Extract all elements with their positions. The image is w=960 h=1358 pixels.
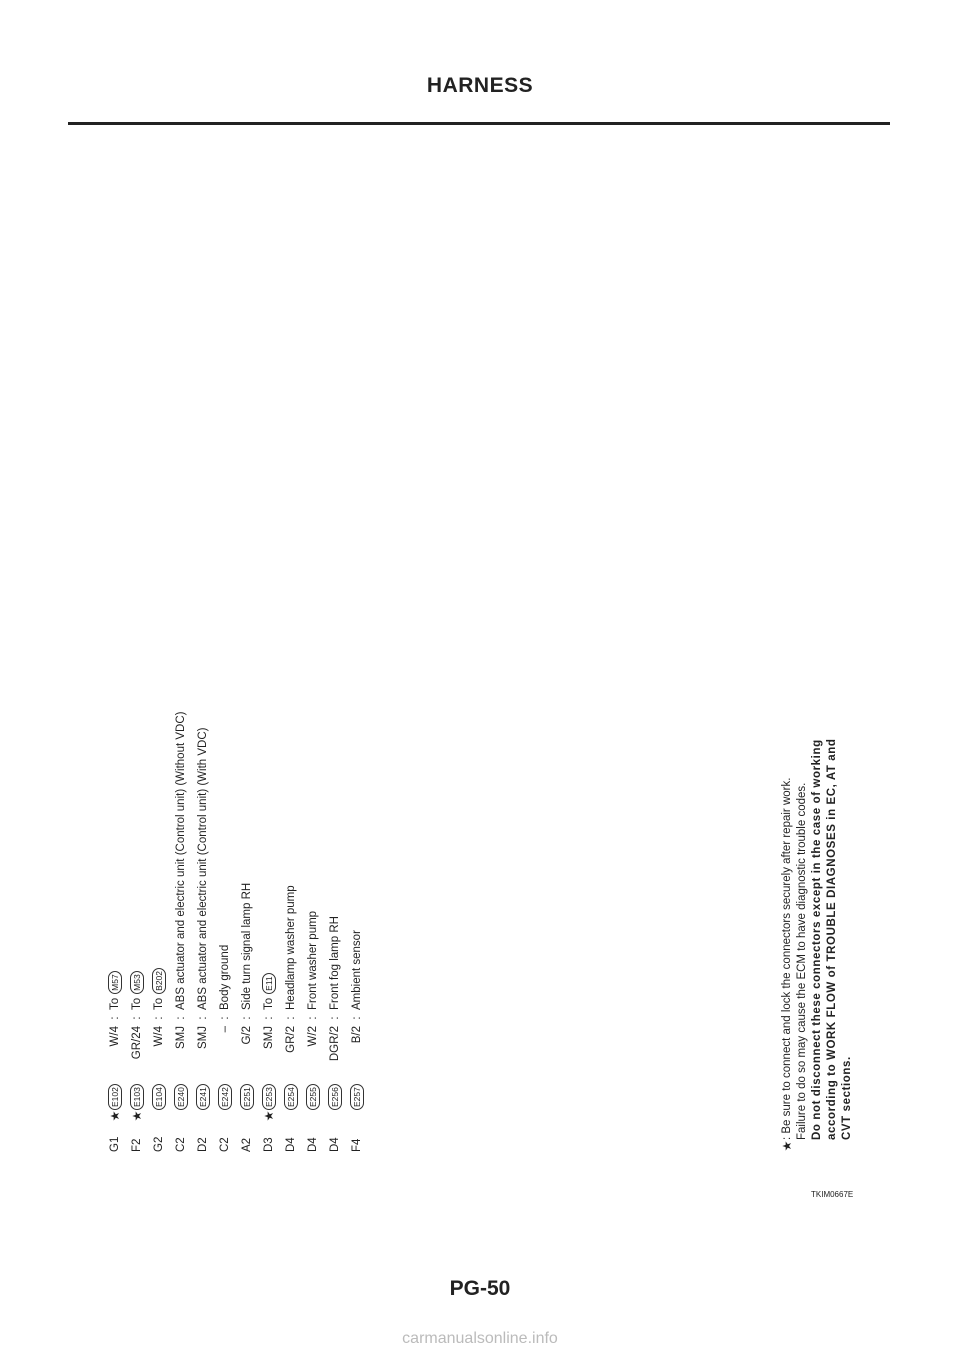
separator: : [153,1016,165,1020]
connector-description: Headlamp washer pump [285,885,297,1010]
grid-location: D4 [307,1137,319,1152]
connector-spec: SMJ [175,1026,187,1049]
separator: : [307,1016,319,1020]
connector-spec: SMJ [197,1026,209,1049]
connector-number: E256 [328,1084,342,1110]
connector-row [126,552,148,1152]
note-warning-text: according to WORK FLOW of TROUBLE DIAGNOSES in EC, AT and [826,738,838,1140]
star-icon: ★ [108,1110,122,1122]
separator: : [351,1016,363,1020]
connector-cell [306,1072,320,1110]
connector-row [214,552,236,1152]
connector-cell [152,1072,166,1110]
grid-location: F2 [131,1138,143,1152]
page-number: PG-50 [449,1277,511,1300]
grid-location: G2 [153,1136,165,1152]
connector-cell [218,1072,232,1110]
connector-description: ABS actuator and electric unit (Control unit) (With VDC) [197,727,209,1010]
connector-row [236,552,258,1152]
connector-spec: SMJ [263,1026,275,1049]
watermark: carmanualsonline.info [402,1330,558,1347]
connector-description-cell [108,971,122,1010]
grid-location: D4 [285,1137,297,1152]
connector-spec: W/4 [109,1026,121,1047]
connector-spec: – [219,1026,231,1033]
connector-description-cell [329,916,341,1010]
note-text: Failure to do so may cause the ECM to have diagnostic trouble codes. [796,782,808,1140]
connector-row [258,552,280,1152]
target-connector: M53 [130,971,144,994]
note-line [840,692,855,1152]
connector-spec: W/4 [153,1026,165,1047]
connector-number: E103 [130,1084,144,1110]
connector-row [192,552,214,1152]
connector-description-cell [175,712,187,1010]
connector-description: To [153,997,165,1010]
connector-number: E104 [152,1084,166,1110]
separator: : [241,1016,253,1020]
connector-description-cell [285,885,297,1010]
connector-number: E253 [262,1084,276,1110]
connector-description-cell [241,883,253,1010]
connector-row [324,552,346,1152]
connector-description: ABS actuator and electric unit (Control unit) (Without VDC) [175,711,187,1010]
connector-row [280,552,302,1152]
connector-spec: DGR/2 [329,1026,341,1062]
grid-location: D2 [197,1137,209,1152]
grid-location: F4 [351,1138,363,1152]
star-icon: ★ [130,1110,144,1122]
connector-cell [262,1072,276,1110]
connector-spec: G/2 [241,1026,253,1045]
connector-description-cell [307,911,319,1010]
header-divider [68,122,890,125]
note-warning-text: CVT sections. [841,1056,853,1140]
target-connector: B202 [152,968,166,994]
note-line [795,692,810,1152]
connector-row [170,552,192,1152]
separator: : [175,1016,187,1020]
target-connector: M57 [108,971,122,994]
connector-cell [174,1072,188,1110]
connector-number: E102 [108,1084,122,1110]
connector-spec: GR/2 [285,1026,297,1053]
note-line [810,692,825,1152]
note-text: : Be sure to connect and lock the connectors securely after repair work. [781,777,793,1140]
connector-cell [328,1072,342,1110]
connector-cell [108,1072,122,1110]
connector-list [104,552,368,1152]
connector-number: E242 [218,1084,232,1110]
connector-number: E254 [284,1084,298,1110]
connector-cell [284,1072,298,1110]
page-title: HARNESS [426,74,534,97]
connector-description-cell [130,971,144,1010]
connector-description: Side turn signal lamp RH [241,882,253,1010]
connector-number: E257 [350,1084,364,1110]
grid-location: D3 [263,1137,275,1152]
connector-description-cell [197,728,209,1011]
note-line [780,692,795,1152]
connector-cell [240,1072,254,1110]
note-warning-text: Do not disconnect these connectors except in the case of working [811,739,823,1140]
connector-description-cell [152,968,166,1010]
connector-description: Body ground [219,944,231,1010]
star-icon: ★ [780,1140,794,1152]
connector-spec: W/2 [307,1026,319,1047]
connector-description-cell [262,973,276,1010]
note-line [825,692,840,1152]
connector-description: To [109,997,121,1010]
star-icon: ★ [262,1110,276,1122]
grid-location: A2 [241,1137,253,1152]
connector-number: E240 [174,1084,188,1110]
connector-description: Ambient sensor [351,930,363,1010]
connector-spec: B/2 [351,1026,363,1044]
connector-number: E241 [196,1084,210,1110]
connector-description: To [131,997,143,1010]
separator: : [109,1016,121,1020]
grid-location: D4 [329,1137,341,1152]
connector-description: To [263,997,275,1010]
connector-cell [350,1072,364,1110]
connector-number: E251 [240,1084,254,1110]
connector-description-cell [351,930,363,1010]
separator: : [131,1016,143,1020]
grid-location: G1 [109,1136,121,1152]
separator: : [219,1016,231,1020]
connector-row [346,552,368,1152]
repair-note [780,692,855,1152]
grid-location: C2 [175,1137,187,1152]
connector-spec: GR/24 [131,1026,143,1060]
figure-id: TKIM0667E [811,1190,854,1199]
separator: : [197,1016,209,1020]
separator: : [285,1016,297,1020]
separator: : [263,1016,275,1020]
connector-description: Front washer pump [307,910,319,1010]
connector-description: Front fog lamp RH [329,916,341,1010]
connector-row [148,552,170,1152]
connector-cell [130,1072,144,1110]
grid-location: C2 [219,1137,231,1152]
connector-row [302,552,324,1152]
connector-description-cell [219,945,231,1010]
target-connector: E11 [262,973,276,994]
connector-number: E255 [306,1084,320,1110]
connector-row [104,552,126,1152]
connector-cell [196,1072,210,1110]
separator: : [329,1016,341,1020]
